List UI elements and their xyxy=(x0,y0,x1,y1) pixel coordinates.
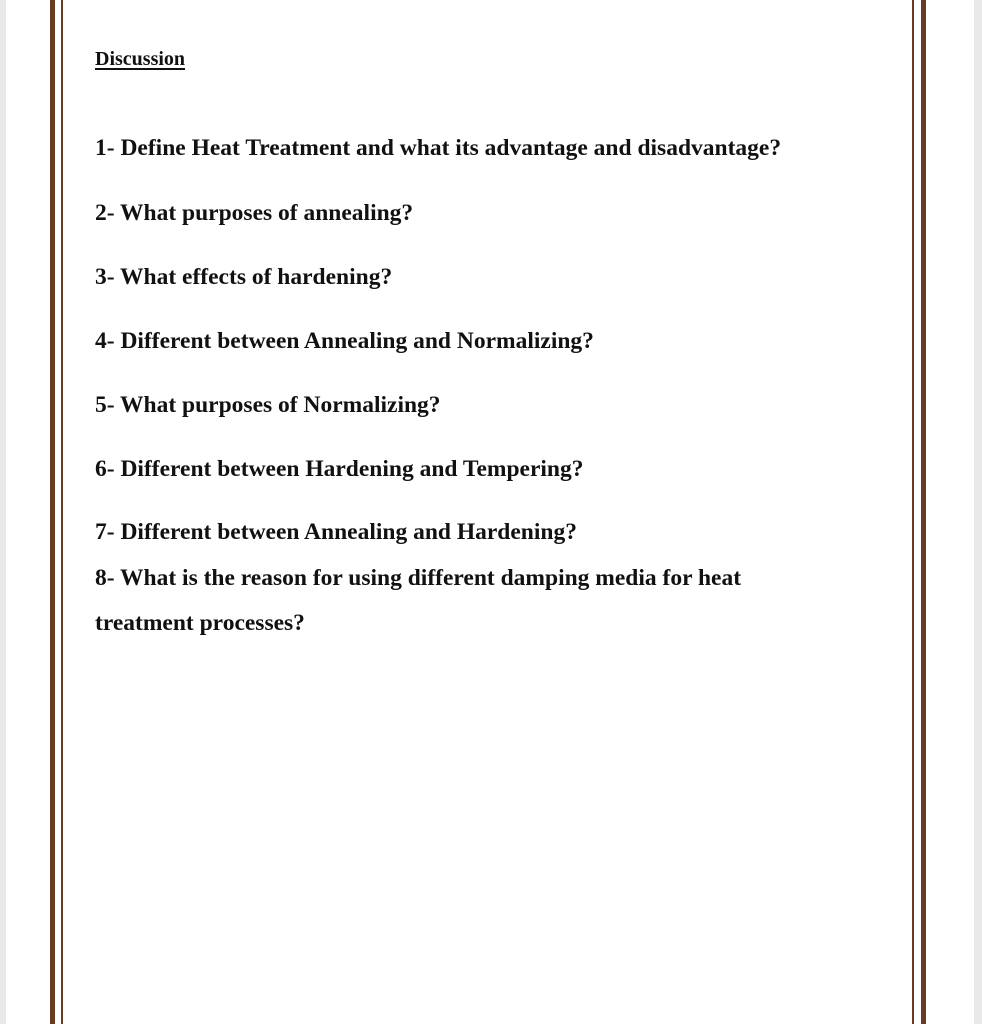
discussion-heading: Discussion xyxy=(95,48,186,70)
question-4: 4- Different between Annealing and Normalizing? xyxy=(95,328,594,354)
question-7: 7- Different between Annealing and Hardening? xyxy=(95,519,577,545)
question-2: 2- What purposes of annealing? xyxy=(95,200,414,226)
page-border-right-outer xyxy=(921,0,926,1024)
question-3: 3- What effects of hardening? xyxy=(95,264,393,290)
question-6: 6- Different between Hardening and Tempering? xyxy=(95,456,584,482)
question-8: 8- What is the reason for using different damping media for heat treatment processes? xyxy=(95,565,742,636)
page-border-left-inner xyxy=(61,0,63,1024)
question-5: 5- What purposes of Normalizing? xyxy=(95,392,441,418)
page-border-left-outer xyxy=(50,0,55,1024)
document-page xyxy=(6,0,974,1024)
question-1: 1- Define Heat Treatment and what its advantage and disadvantage? xyxy=(95,135,782,161)
page-border-right-inner xyxy=(912,0,914,1024)
